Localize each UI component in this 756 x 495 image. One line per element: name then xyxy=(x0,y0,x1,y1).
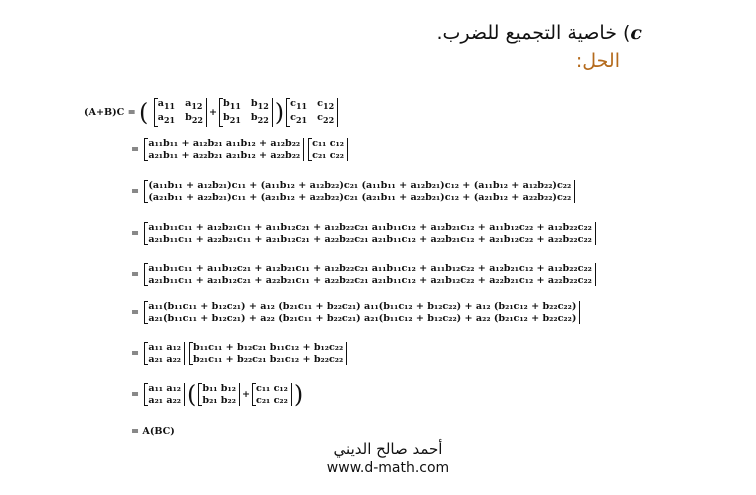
matrix-reordered: a₁₁b₁₁c₁₁ + a₁₁b₁₂c₂₁ + a₁₂b₂₁c₁₁ + a₁₂b₂₂c₂₁ a₁₁b₁₁c₁₂ + a₁₁b₁₂c₂₂ + a₁₂b₂₁c₁₂ + a₁₂b₂₂c₂₂ a₂₁b₁₁c₁₁ + a₂₁b₁₂c₂₁ + a₂₂b₂₁c₁₁ + a₂₂b₂₂c₂₁ a₂₁b₁₁c₁₂ + a₂₁b₁₂c₂₂ + a₂₂b₂₁c₁₂ + a₂₂b₂₂c₂₂ xyxy=(144,263,595,286)
equation-line-4 xyxy=(131,222,598,245)
line-6-lhs: = xyxy=(131,307,140,318)
line-2-lhs: = xyxy=(131,144,140,155)
matrix-a-3: a₁₁ a₁₂ a₂₁ a₂₂ xyxy=(144,383,185,406)
matrix-ab-sum: a₁₁b₁₁ + a₁₂b₂₁ a₁₁b₁₂ + a₁₂b₂₂ a₂₁b₁₁ + a₂₂b₂₁ a₂₁b₁₂ + a₂₂b₂₂ xyxy=(144,138,304,161)
equation-line-6 xyxy=(131,301,582,324)
title-variable: c xyxy=(630,22,642,44)
matrix-a-2: a₁₁ a₁₂ a₂₁ a₂₂ xyxy=(144,342,185,365)
line-7-lhs: = xyxy=(131,348,140,359)
line-9-lhs: = A(BC) xyxy=(131,426,175,437)
author-name: أحمد صالح الديني xyxy=(333,440,443,458)
line-4-lhs: = xyxy=(131,228,140,239)
matrix-c: $c_{11}$ $c_{12}$ $c_{21}$ $c_{22}$ xyxy=(286,98,338,127)
section-title xyxy=(380,22,642,44)
title-text: ) خاصية التجميع للضرب. xyxy=(436,22,631,44)
matrix-distributed: a₁₁b₁₁c₁₁ + a₁₂b₂₁c₁₁ + a₁₁b₁₂c₂₁ + a₁₂b₂₂c₂₁ a₁₁b₁₁c₁₂ + a₁₂b₂₁c₁₂ + a₁₁b₁₂c₂₂ + a₁₂b₂₂c₂₂ a₂₁b₁₁c₁₁ + a₂₂b₂₁c₁₁ + a₂₁b₁₂c₂₁ + a₂₂b₂₂c₂₁ a₂₁b₁₁c₁₂ + a₂₂b₂₁c₁₂ + a₂₁b₁₂c₂₂ + a₂₂b₂₂c₂₂ xyxy=(144,222,595,245)
line-1-lhs: (A+B)C = xyxy=(84,106,136,118)
solution-label: الحل: xyxy=(575,50,620,72)
matrix-factored: a₁₁(b₁₁c₁₁ + b₁₂c₂₁) + a₁₂ (b₂₁c₁₁ + b₂₂c₂₁) a₁₁(b₁₁c₁₂ + b₁₂c₂₂) + a₁₂ (b₂₁c₁₂ + b₂₂c₂₂) a₂₁(b₁₁c₁₁ + b₁₂c₂₁) + a₂₂ (b₂₁c₁₁ + b₂₂c₂₁) a₂₁(b₁₁c₁₂ + b₁₂c₂₂) + a₂₂ (b₂₁c₁₂ + b₂₂c₂₂) xyxy=(144,301,580,324)
matrix-c-3: c₁₁ c₁₂ c₂₁ c₂₂ xyxy=(252,383,292,406)
matrix-c-2: c₁₁ c₁₂ c₂₁ c₂₂ xyxy=(308,138,348,161)
line-8-lhs: = xyxy=(131,389,140,400)
website-url: www.d-math.com xyxy=(326,460,450,476)
matrix-product-expanded: (a₁₁b₁₁ + a₁₂b₂₁)c₁₁ + (a₁₁b₁₂ + a₁₂b₂₂)c₂₁ (a₁₁b₁₁ + a₁₂b₂₁)c₁₂ + (a₁₁b₁₂ + a₁₂b₂₂)c₂₂ (a₂₁b₁₁ + a₂₂b₂₁)c₁₁ + (a₂₁b₁₂ + a₂₂b₂₂)c₂₁ (a₂₁b₁₁ + a₂₂b₂₁)c₁₂ + (a₂₁b₁₂ + a₂₂b₂₂)c₂₂ xyxy=(144,180,575,203)
equation-line-1: (A+B)C = ( $a_{11}$ $a_{12}$ $a_{21}$ $b_{22}$ + $b_{11}$ $b_{12}$ $b_{21}$ $b_{22}$ ) $c_{11}$ $c_{12}$ $c_{21}$ $c_{22}$ xyxy=(84,98,340,127)
matrix-a: $a_{11}$ $a_{12}$ $a_{21}$ $b_{22}$ xyxy=(154,98,207,127)
equation-line-9 xyxy=(131,426,175,438)
equation-line-7 xyxy=(131,342,349,365)
equation-line-5 xyxy=(131,263,598,286)
matrix-bc: b₁₁c₁₁ + b₁₂c₂₁ b₁₁c₁₂ + b₁₂c₂₂ b₂₁c₁₁ + b₂₂c₂₁ b₂₁c₁₂ + b₂₂c₂₂ xyxy=(189,342,347,365)
equation-line-8: = a₁₁ a₁₂ a₂₁ a₂₂ ( b₁₁ b₁₂ b₂₁ b₂₂ + c₁₁ c₁₂ c₂₁ c₂₂ ) xyxy=(131,380,304,409)
line-3-lhs: = xyxy=(131,186,140,197)
equation-line-2 xyxy=(131,138,350,161)
equation-line-3 xyxy=(131,180,577,203)
line-5-lhs: = xyxy=(131,269,140,280)
matrix-b: $b_{11}$ $b_{12}$ $b_{21}$ $b_{22}$ xyxy=(219,98,273,127)
matrix-b-3: b₁₁ b₁₂ b₂₁ b₂₂ xyxy=(198,383,240,406)
